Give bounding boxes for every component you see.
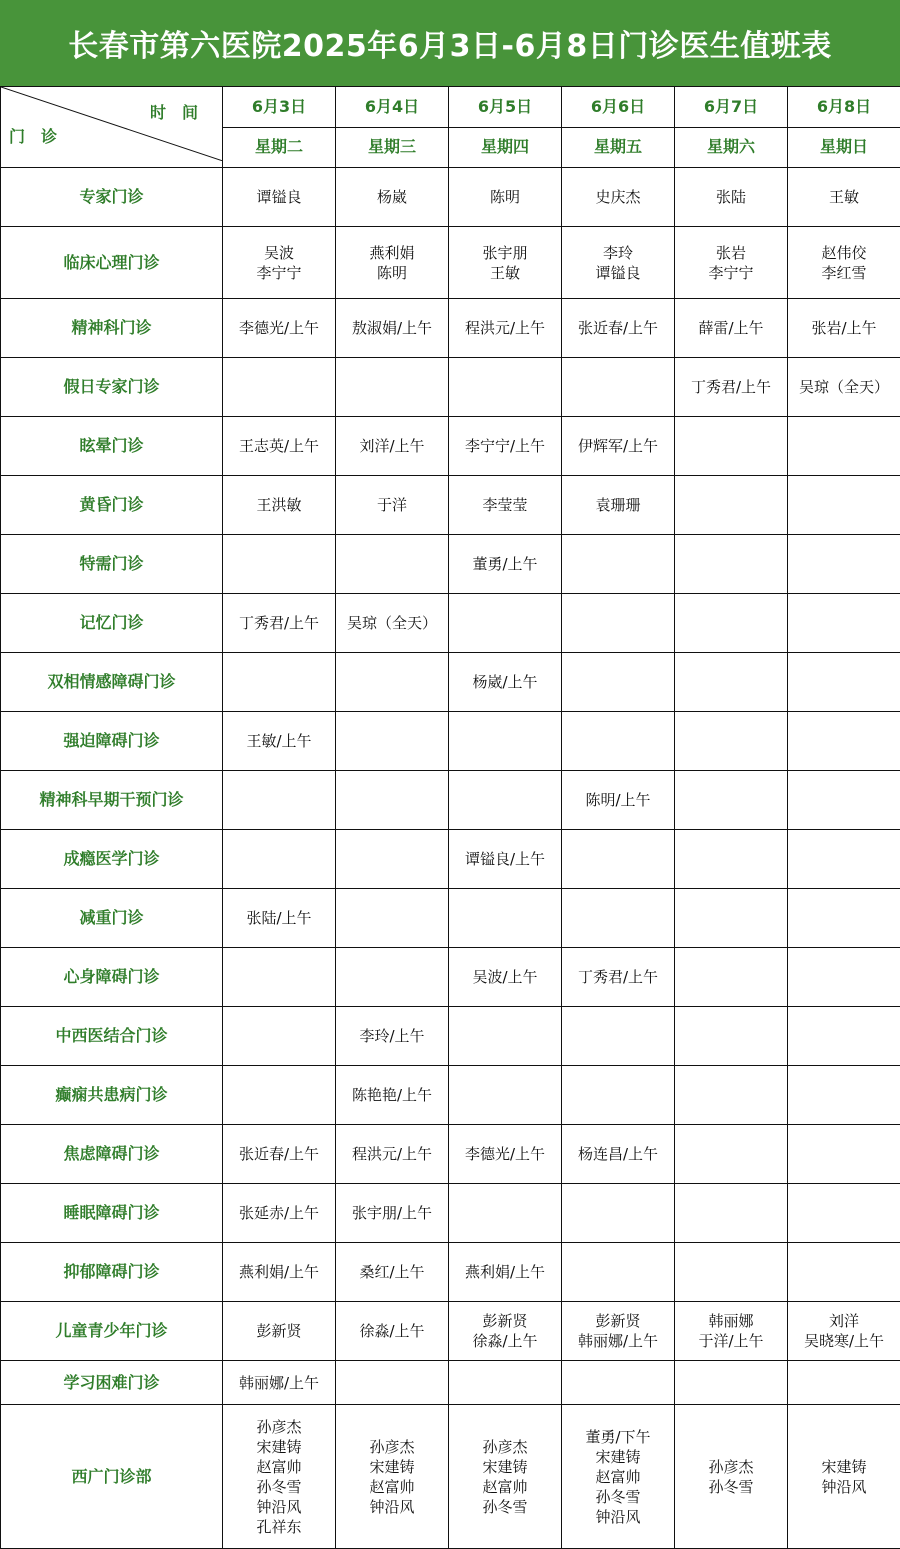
doctor-cell: 王志英/上午 — [223, 417, 336, 476]
diagonal-line — [1, 87, 223, 161]
table-row — [1, 1405, 900, 1549]
doctor-cell: 李玲 谭镒良 — [562, 227, 675, 299]
doctor-cell: 宋建铸 钟沿风 — [788, 1405, 900, 1549]
doctor-cell — [449, 712, 562, 771]
clinic-name-cell: 儿童青少年门诊 — [1, 1302, 223, 1361]
table-row — [1, 771, 900, 830]
clinic-name-cell: 成瘾医学门诊 — [1, 830, 223, 889]
doctor-cell: 赵伟佼 李红雪 — [788, 227, 900, 299]
doctor-cell — [675, 1361, 788, 1405]
doctor-cell — [788, 1184, 900, 1243]
doctor-cell — [336, 535, 449, 594]
doctor-cell — [788, 1066, 900, 1125]
doctor-cell: 李玲/上午 — [336, 1007, 449, 1066]
weekday-cell: 星期二 — [223, 127, 336, 168]
doctor-cell: 吴波 李宁宁 — [223, 227, 336, 299]
clinic-name-cell: 强迫障碍门诊 — [1, 712, 223, 771]
doctor-cell: 吴琼（全天） — [336, 594, 449, 653]
doctor-cell — [336, 712, 449, 771]
doctor-cell: 张宇朋/上午 — [336, 1184, 449, 1243]
doctor-cell — [675, 1125, 788, 1184]
table-row — [1, 653, 900, 712]
clinic-name-cell: 专家门诊 — [1, 168, 223, 227]
clinic-name-cell: 心身障碍门诊 — [1, 948, 223, 1007]
doctor-cell — [675, 653, 788, 712]
date-header-row — [1, 87, 900, 128]
doctor-cell: 吴琼（全天） — [788, 358, 900, 417]
doctor-cell: 燕利娟 陈明 — [336, 227, 449, 299]
table-row — [1, 712, 900, 771]
weekday-cell: 星期五 — [562, 127, 675, 168]
doctor-cell — [675, 535, 788, 594]
doctor-cell — [449, 889, 562, 948]
doctor-cell — [788, 1007, 900, 1066]
doctor-cell: 王敏 — [788, 168, 900, 227]
date-cell: 6月6日 — [562, 87, 675, 128]
doctor-cell — [675, 889, 788, 948]
doctor-cell: 李德光/上午 — [449, 1125, 562, 1184]
doctor-cell — [562, 594, 675, 653]
clinic-name-cell: 抑郁障碍门诊 — [1, 1243, 223, 1302]
doctor-cell — [562, 712, 675, 771]
clinic-name-cell: 精神科早期干预门诊 — [1, 771, 223, 830]
doctor-cell: 李莹莹 — [449, 476, 562, 535]
doctor-cell: 于洋 — [336, 476, 449, 535]
doctor-cell: 程洪元/上午 — [449, 299, 562, 358]
schedule-table — [0, 86, 900, 1549]
table-row — [1, 889, 900, 948]
doctor-cell — [336, 830, 449, 889]
doctor-cell — [675, 417, 788, 476]
doctor-cell — [562, 358, 675, 417]
doctor-cell: 张岩/上午 — [788, 299, 900, 358]
doctor-cell — [788, 594, 900, 653]
doctor-cell: 杨崴/上午 — [449, 653, 562, 712]
clinic-name-cell: 中西医结合门诊 — [1, 1007, 223, 1066]
doctor-cell: 敖淑娟/上午 — [336, 299, 449, 358]
clinic-name-cell: 焦虑障碍门诊 — [1, 1125, 223, 1184]
doctor-cell: 陈明/上午 — [562, 771, 675, 830]
doctor-cell — [449, 358, 562, 417]
doctor-cell — [223, 358, 336, 417]
clinic-name-cell: 假日专家门诊 — [1, 358, 223, 417]
doctor-cell: 张岩 李宁宁 — [675, 227, 788, 299]
date-cell: 6月7日 — [675, 87, 788, 128]
doctor-cell — [788, 889, 900, 948]
doctor-cell — [788, 712, 900, 771]
doctor-cell: 彭新贤 — [223, 1302, 336, 1361]
corner-header-cell — [1, 87, 223, 168]
doctor-cell: 桑红/上午 — [336, 1243, 449, 1302]
doctor-cell — [449, 1361, 562, 1405]
doctor-cell — [336, 771, 449, 830]
doctor-cell: 韩丽娜 于洋/上午 — [675, 1302, 788, 1361]
doctor-cell — [675, 1184, 788, 1243]
doctor-cell — [788, 1125, 900, 1184]
weekday-cell: 星期三 — [336, 127, 449, 168]
table-row — [1, 1125, 900, 1184]
doctor-cell: 张延赤/上午 — [223, 1184, 336, 1243]
doctor-cell: 董勇/上午 — [449, 535, 562, 594]
doctor-cell: 彭新贤 韩丽娜/上午 — [562, 1302, 675, 1361]
doctor-cell: 王敏/上午 — [223, 712, 336, 771]
date-cell: 6月8日 — [788, 87, 900, 128]
doctor-cell — [223, 771, 336, 830]
doctor-cell: 史庆杰 — [562, 168, 675, 227]
doctor-cell — [788, 1243, 900, 1302]
doctor-cell — [562, 1361, 675, 1405]
doctor-cell — [675, 771, 788, 830]
doctor-cell — [562, 653, 675, 712]
time-label: 时 间 — [150, 103, 198, 123]
date-cell: 6月4日 — [336, 87, 449, 128]
clinic-name-cell: 眩晕门诊 — [1, 417, 223, 476]
doctor-cell — [449, 1184, 562, 1243]
doctor-cell — [336, 889, 449, 948]
date-cell: 6月3日 — [223, 87, 336, 128]
doctor-cell: 张陆 — [675, 168, 788, 227]
doctor-cell: 李德光/上午 — [223, 299, 336, 358]
table-row — [1, 948, 900, 1007]
doctor-cell: 丁秀君/上午 — [223, 594, 336, 653]
doctor-cell: 陈明 — [449, 168, 562, 227]
doctor-cell: 王洪敏 — [223, 476, 336, 535]
doctor-cell — [562, 1243, 675, 1302]
clinic-name-cell: 临床心理门诊 — [1, 227, 223, 299]
doctor-cell: 张近春/上午 — [562, 299, 675, 358]
page-title: 长春市第六医院2025年6月3日-6月8日门诊医生值班表 — [0, 0, 900, 86]
doctor-cell — [675, 712, 788, 771]
doctor-cell: 孙彦杰 孙冬雪 — [675, 1405, 788, 1549]
table-row — [1, 1361, 900, 1405]
table-row — [1, 168, 900, 227]
doctor-cell — [562, 889, 675, 948]
doctor-cell — [562, 1184, 675, 1243]
doctor-cell: 燕利娟/上午 — [449, 1243, 562, 1302]
doctor-cell: 杨崴 — [336, 168, 449, 227]
doctor-cell — [449, 1007, 562, 1066]
doctor-cell: 董勇/下午 宋建铸 赵富帅 孙冬雪 钟沿风 — [562, 1405, 675, 1549]
doctor-cell — [223, 653, 336, 712]
doctor-cell: 张陆/上午 — [223, 889, 336, 948]
doctor-cell: 丁秀君/上午 — [675, 358, 788, 417]
doctor-cell: 燕利娟/上午 — [223, 1243, 336, 1302]
clinic-name-cell: 癫痫共患病门诊 — [1, 1066, 223, 1125]
doctor-cell — [223, 535, 336, 594]
doctor-cell — [336, 1361, 449, 1405]
doctor-cell — [562, 830, 675, 889]
table-row — [1, 1066, 900, 1125]
doctor-cell — [562, 535, 675, 594]
table-row — [1, 1243, 900, 1302]
table-row — [1, 227, 900, 299]
doctor-cell: 张近春/上午 — [223, 1125, 336, 1184]
doctor-cell: 伊辉军/上午 — [562, 417, 675, 476]
doctor-cell — [675, 1007, 788, 1066]
doctor-cell: 孙彦杰 宋建铸 赵富帅 孙冬雪 — [449, 1405, 562, 1549]
table-row — [1, 299, 900, 358]
weekday-cell: 星期四 — [449, 127, 562, 168]
doctor-cell: 韩丽娜/上午 — [223, 1361, 336, 1405]
doctor-cell — [336, 358, 449, 417]
doctor-cell: 丁秀君/上午 — [562, 948, 675, 1007]
doctor-cell — [788, 653, 900, 712]
doctor-cell — [675, 594, 788, 653]
doctor-cell — [562, 1007, 675, 1066]
clinic-name-cell: 减重门诊 — [1, 889, 223, 948]
doctor-cell: 程洪元/上午 — [336, 1125, 449, 1184]
clinic-name-cell: 双相情感障碍门诊 — [1, 653, 223, 712]
weekday-cell: 星期六 — [675, 127, 788, 168]
doctor-cell — [336, 948, 449, 1007]
doctor-cell — [675, 476, 788, 535]
table-row — [1, 535, 900, 594]
doctor-cell — [788, 771, 900, 830]
doctor-cell — [788, 830, 900, 889]
clinic-name-cell: 西广门诊部 — [1, 1405, 223, 1549]
weekday-cell: 星期日 — [788, 127, 900, 168]
doctor-cell — [223, 948, 336, 1007]
doctor-cell — [223, 1066, 336, 1125]
clinic-label: 门 诊 — [9, 127, 57, 147]
table-row — [1, 358, 900, 417]
table-row — [1, 1302, 900, 1361]
table-row — [1, 417, 900, 476]
doctor-cell — [336, 653, 449, 712]
doctor-cell: 孙彦杰 宋建铸 赵富帅 孙冬雪 钟沿风 孔祥东 — [223, 1405, 336, 1549]
table-row — [1, 830, 900, 889]
doctor-cell — [675, 1066, 788, 1125]
doctor-cell — [675, 948, 788, 1007]
doctor-cell — [788, 1361, 900, 1405]
doctor-cell: 吴波/上午 — [449, 948, 562, 1007]
doctor-cell: 徐淼/上午 — [336, 1302, 449, 1361]
doctor-cell — [449, 771, 562, 830]
doctor-cell — [449, 1066, 562, 1125]
clinic-name-cell: 睡眠障碍门诊 — [1, 1184, 223, 1243]
doctor-cell: 杨连昌/上午 — [562, 1125, 675, 1184]
table-row — [1, 476, 900, 535]
doctor-cell: 彭新贤 徐淼/上午 — [449, 1302, 562, 1361]
doctor-cell — [223, 1007, 336, 1066]
doctor-cell: 陈艳艳/上午 — [336, 1066, 449, 1125]
doctor-cell: 谭镒良 — [223, 168, 336, 227]
doctor-cell — [449, 594, 562, 653]
doctor-cell — [562, 1066, 675, 1125]
clinic-name-cell: 特需门诊 — [1, 535, 223, 594]
doctor-cell — [788, 476, 900, 535]
clinic-name-cell: 记忆门诊 — [1, 594, 223, 653]
doctor-cell: 刘洋/上午 — [336, 417, 449, 476]
table-row — [1, 594, 900, 653]
doctor-cell: 孙彦杰 宋建铸 赵富帅 钟沿风 — [336, 1405, 449, 1549]
doctor-cell — [788, 417, 900, 476]
clinic-name-cell: 黄昏门诊 — [1, 476, 223, 535]
clinic-name-cell: 学习困难门诊 — [1, 1361, 223, 1405]
doctor-cell: 刘洋 吴晓寒/上午 — [788, 1302, 900, 1361]
doctor-cell: 张宇朋 王敏 — [449, 227, 562, 299]
doctor-cell — [675, 830, 788, 889]
doctor-cell: 李宁宁/上午 — [449, 417, 562, 476]
doctor-cell — [675, 1243, 788, 1302]
doctor-cell — [223, 830, 336, 889]
doctor-cell — [788, 535, 900, 594]
doctor-cell — [788, 948, 900, 1007]
clinic-name-cell: 精神科门诊 — [1, 299, 223, 358]
doctor-cell: 袁珊珊 — [562, 476, 675, 535]
table-row — [1, 1184, 900, 1243]
doctor-cell: 谭镒良/上午 — [449, 830, 562, 889]
date-cell: 6月5日 — [449, 87, 562, 128]
table-row — [1, 1007, 900, 1066]
doctor-cell: 薛雷/上午 — [675, 299, 788, 358]
